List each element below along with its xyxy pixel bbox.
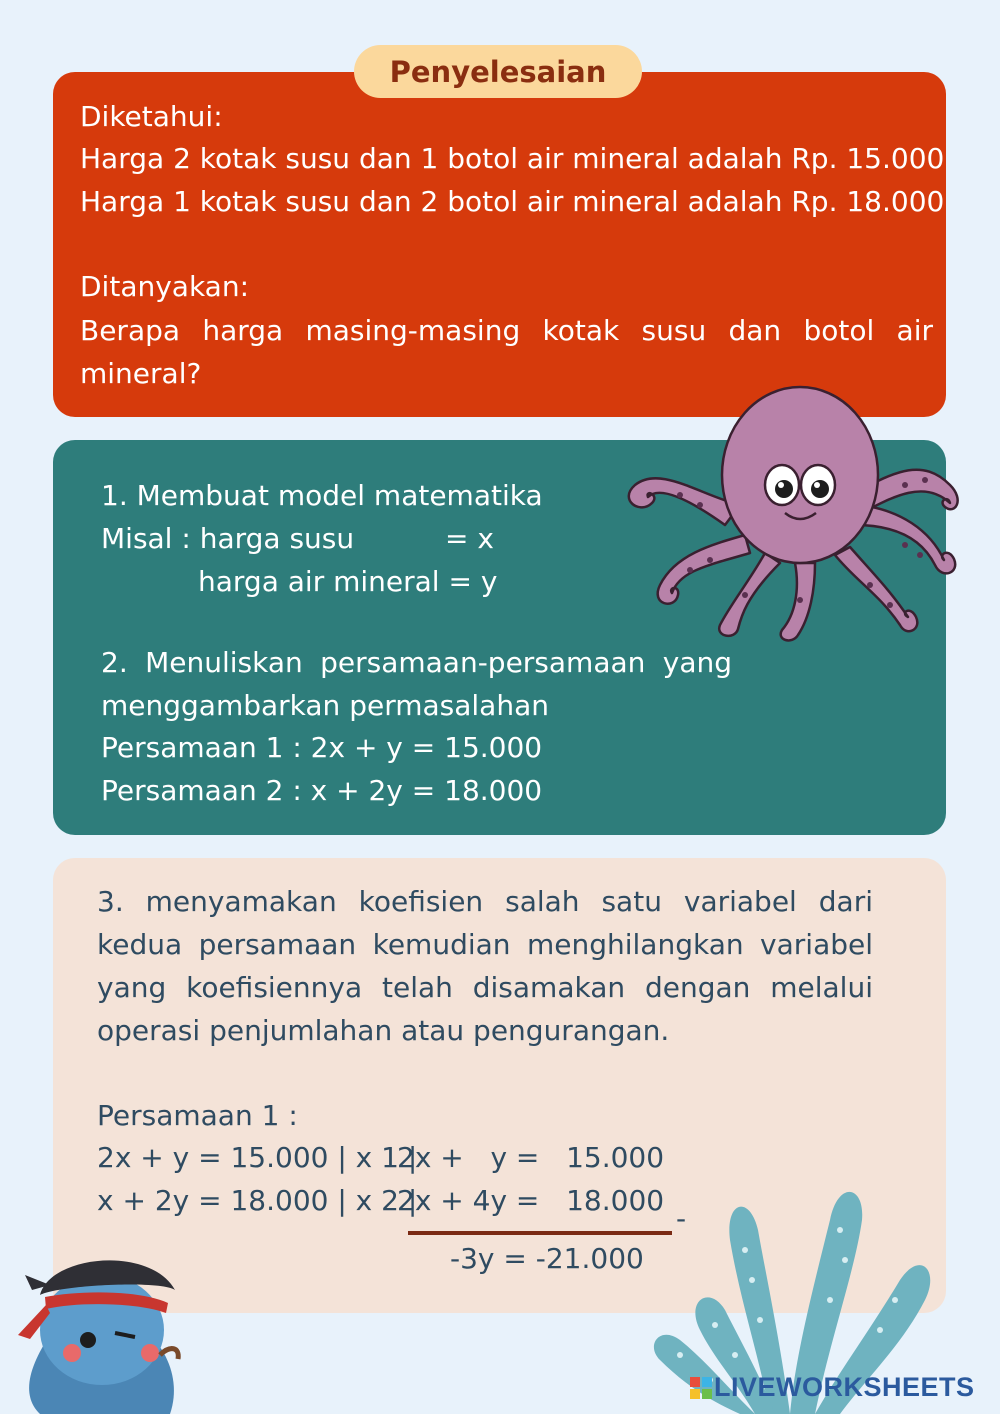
liveworksheets-logo-icon	[690, 1375, 712, 1397]
elimination-row-2-right: 2x + 4y = 18.000	[397, 1184, 665, 1217]
asked-label: Ditanyakan:	[80, 270, 250, 303]
step-3-line-2: kedua persamaan kemudian menghilangkan variabel	[97, 928, 873, 961]
step-1-eq-x: = x	[445, 522, 494, 555]
octopus-illustration	[620, 385, 980, 645]
subtraction-line	[408, 1231, 672, 1235]
elimination-row-2-left: x + 2y = 18.000 | x 2 |	[97, 1184, 418, 1217]
step-1-misal: Misal : harga susu	[101, 522, 355, 555]
asked-line-2: mineral?	[80, 357, 202, 390]
elimination-row-1-right: 2x + y = 15.000	[397, 1141, 665, 1174]
step-3-line-1: 3. menyamakan koefisien salah satu variabel dari	[97, 885, 873, 918]
elimination-row-1-left: 2x + y = 15.000 | x 1 |	[97, 1141, 418, 1174]
known-line-1: Harga 2 kotak susu dan 1 botol air mineral adalah Rp. 15.000	[80, 142, 945, 175]
step-3-line-4: operasi penjumlahan atau pengurangan.	[97, 1014, 670, 1047]
subtraction-operator: -	[676, 1202, 687, 1235]
known-label: Diketahui:	[80, 100, 223, 133]
step-1-mineral: harga air mineral = y	[198, 565, 498, 598]
step-1-title: 1. Membuat model matematika	[101, 479, 543, 512]
brand-text: LIVEWORKSHEETS	[714, 1372, 975, 1402]
elimination-result: -3y = -21.000	[450, 1242, 644, 1275]
step-2-equation-2: Persamaan 2 : x + 2y = 18.000	[101, 774, 543, 807]
page-title: Penyelesaian	[354, 45, 642, 98]
step-3-label: Persamaan 1 :	[97, 1099, 298, 1132]
step-3-line-3: yang koefisiennya telah disamakan dengan melalui	[97, 971, 873, 1004]
pirate-octopus-illustration	[10, 1235, 200, 1414]
step-2-line-1: 2. Menuliskan persamaan-persamaan yang	[101, 646, 732, 679]
known-line-2: Harga 1 kotak susu dan 2 botol air mineral adalah Rp. 18.000	[80, 185, 945, 218]
step-2-equation-1: Persamaan 1 : 2x + y = 15.000	[101, 731, 543, 764]
liveworksheets-brand[interactable]	[690, 1372, 975, 1403]
step-2-line-2: menggambarkan permasalahan	[101, 689, 549, 722]
asked-line-1: Berapa harga masing-masing kotak susu dan botol air	[80, 314, 933, 347]
